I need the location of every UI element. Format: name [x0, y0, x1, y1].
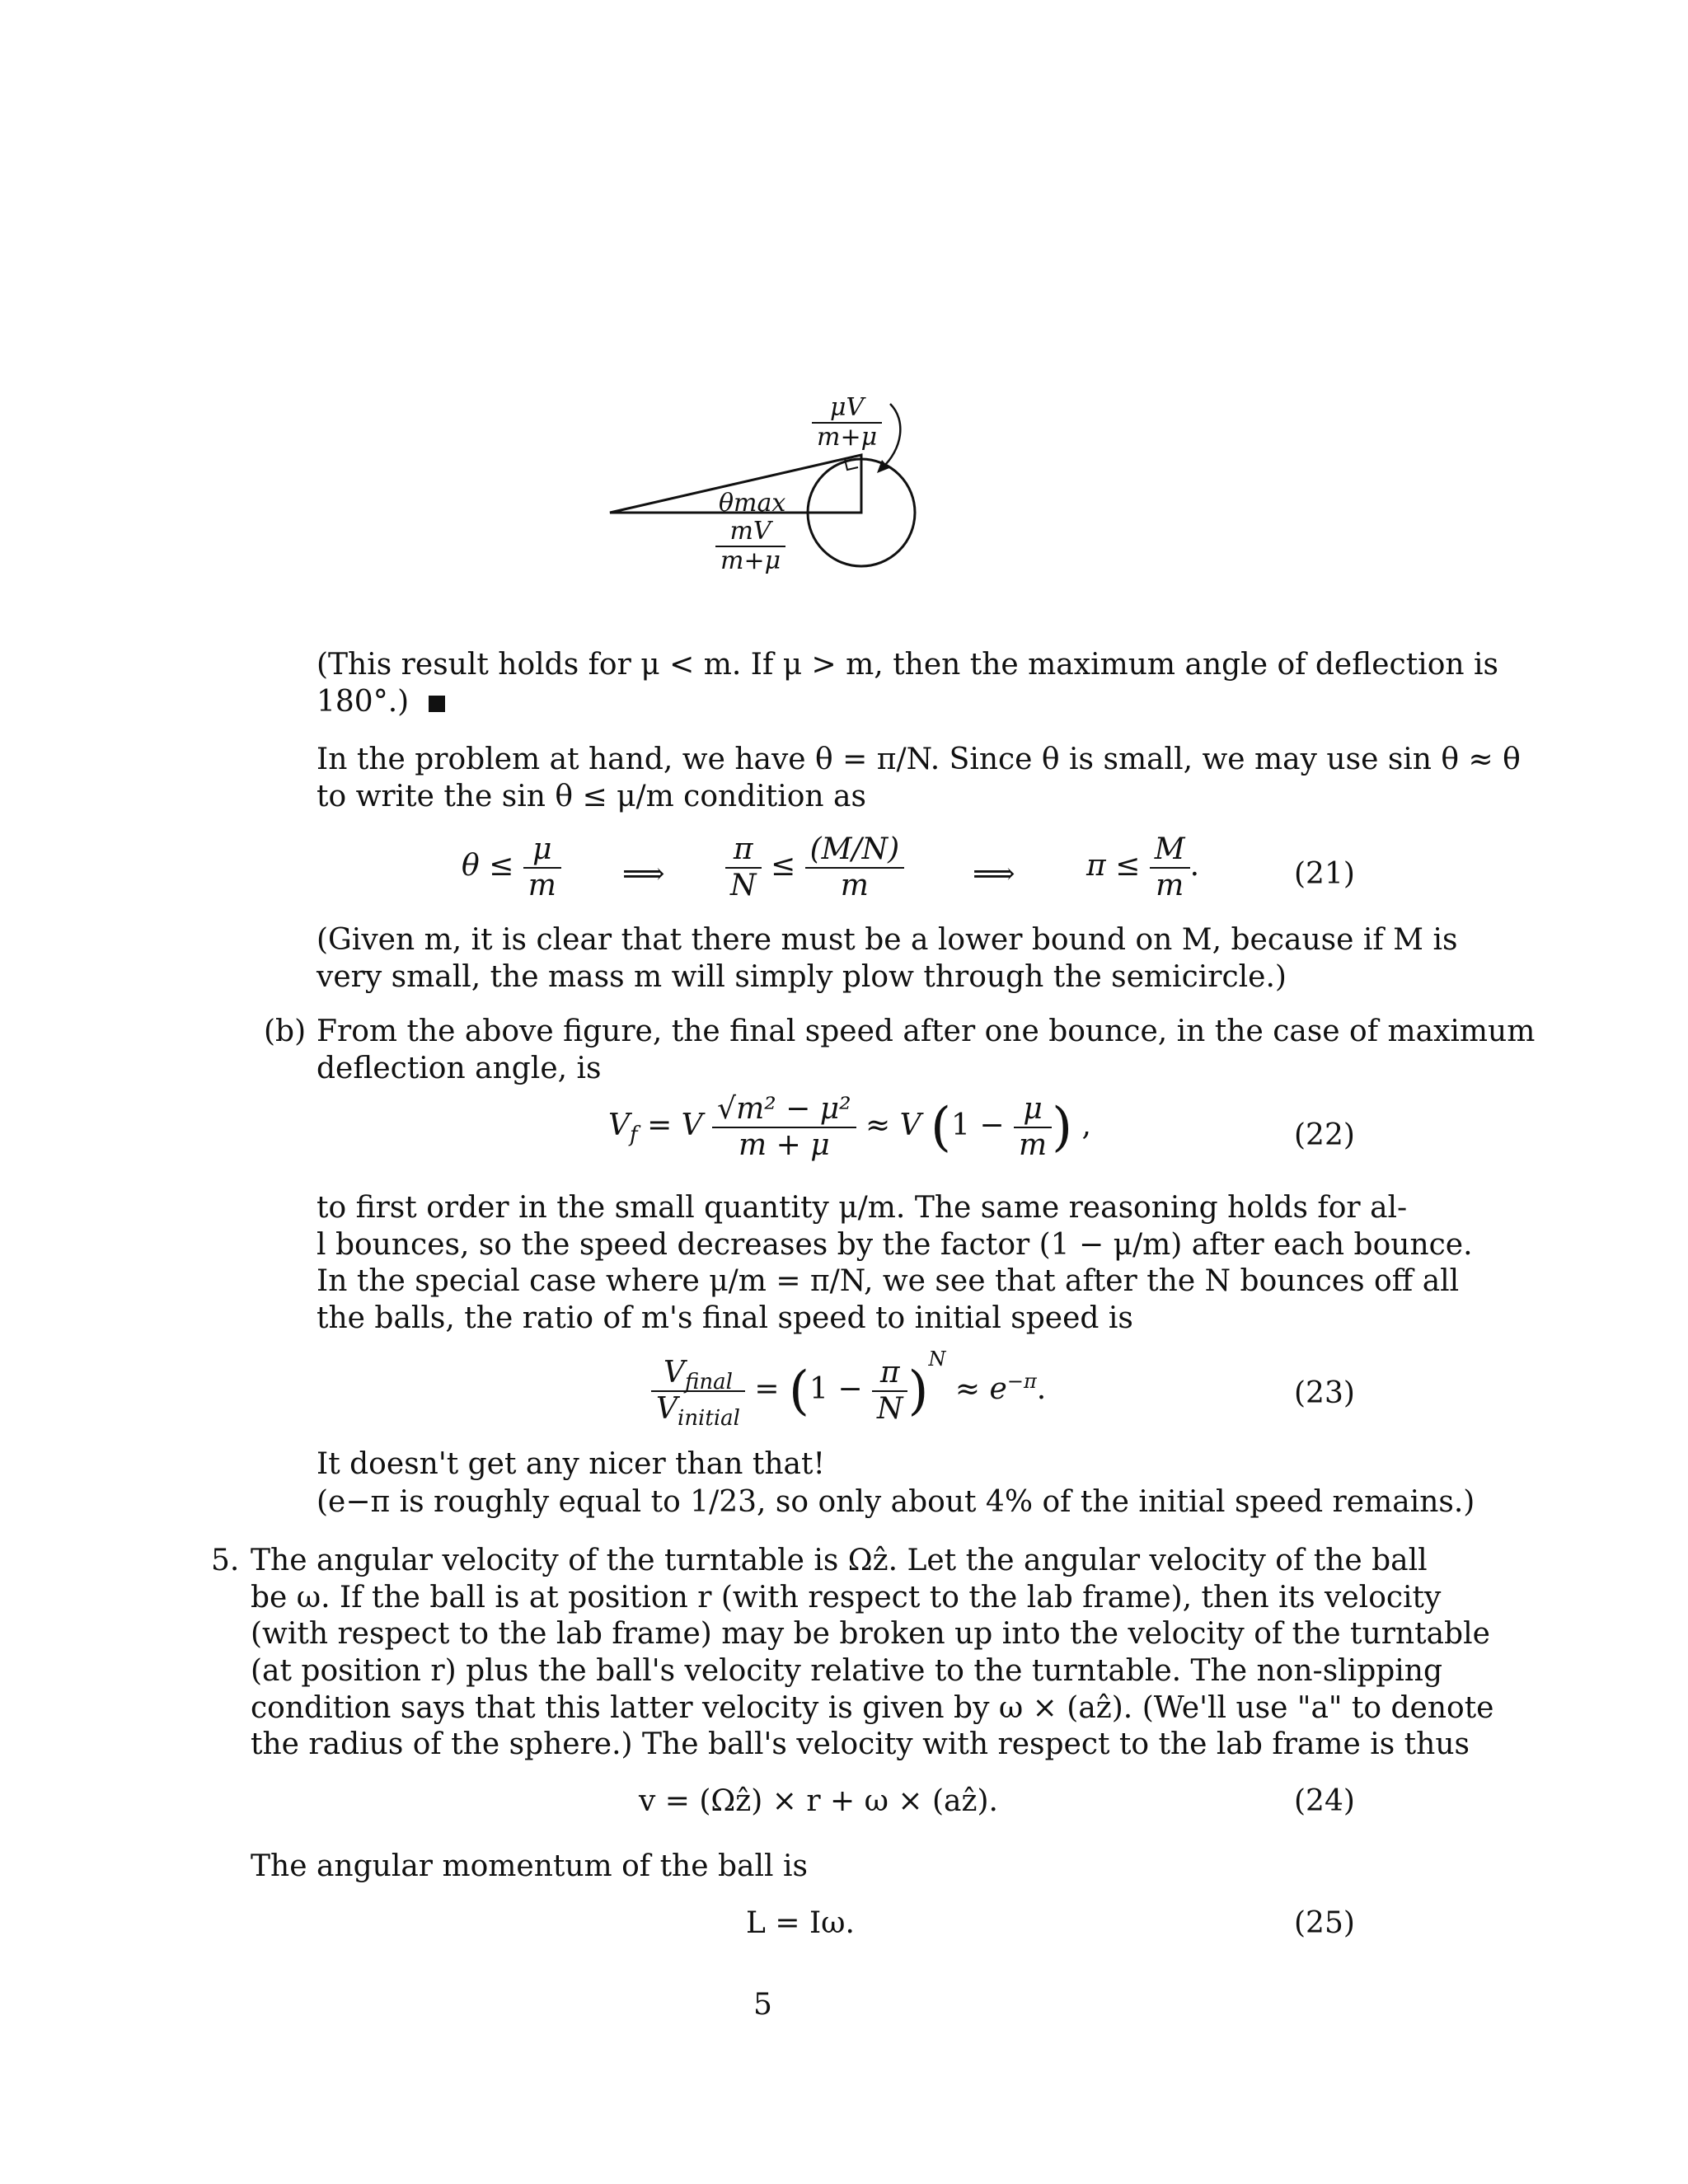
- eq21-lhs: θ ≤: [462, 849, 514, 883]
- item-5-line4: (at position r) plus the ball's velocity relative to the turntable. The non-slipping: [251, 1654, 1443, 1688]
- item-5-line3: (with respect to the lab frame) may be broken up into the velocity of the turntable: [251, 1617, 1490, 1651]
- first-order-line1: to first order in the small quantity μ/m. The same reasoning holds for al-: [316, 1191, 1408, 1225]
- eq25-number: (25): [1294, 1906, 1355, 1940]
- eq21-arrow-1: ⟹: [622, 857, 665, 891]
- item-5-line6: the radius of the sphere.) The ball's velocity with respect to the lab frame is thus: [251, 1727, 1470, 1761]
- eq21-frac-c: $\frac{(M/N)}{m}$: [805, 832, 905, 903]
- eq21-frac-d: $\frac{M}{m}$: [1150, 832, 1190, 903]
- equation-23: $\frac{V_{final}}{V_{initial}}$ = (1 − $\frac{\pi}{N}$ )$^N \approx e^{-\pi}$.: [651, 1356, 1046, 1427]
- result-note-line1: (This result holds for μ < m. If μ > m, then the maximum angle of deflection is: [316, 648, 1498, 682]
- eq23-pi-frac: $\frac{\pi}{N}$: [872, 1356, 908, 1427]
- eq21-frac-a: $\frac{\mu}{m}$: [523, 832, 561, 903]
- theta-max-label: θmax: [719, 489, 786, 518]
- first-order-line4: the balls, the ratio of m's final speed to initial speed is: [316, 1301, 1133, 1335]
- first-order-line3: In the special case where μ/m = π/N, we see that after the N bounces off all: [316, 1264, 1460, 1298]
- equation-21: [462, 832, 561, 903]
- equation-24: v = (Ωẑ) × r + ω × (aẑ).: [639, 1784, 998, 1818]
- eq21-le: ≤: [770, 849, 796, 883]
- eq22-number: (22): [1294, 1118, 1355, 1152]
- eq21-rhs: π ≤ $\frac{M}{m}$ .: [1086, 832, 1200, 902]
- nicer-line2: (e−π is roughly equal to 1/23, so only about 4% of the initial speed remains.): [316, 1485, 1475, 1519]
- item-5-line5: condition says that this latter velocity is given by ω × (aẑ). (We'll use "a" to denote: [251, 1691, 1494, 1725]
- result-note-line2: [316, 683, 445, 720]
- curved-arrow: [882, 404, 900, 468]
- part-b-line1: From the above figure, the final speed after one bounce, in the case of maximum: [316, 1015, 1536, 1048]
- qed-square: [429, 696, 445, 712]
- eq22-mu-frac: $\frac{\mu}{m}$: [1014, 1092, 1052, 1163]
- figure-bottom-label: $\frac{mV}{m+\mu}$: [715, 518, 785, 575]
- eq24-number: (24): [1294, 1784, 1355, 1818]
- eq21-arrow-2: ⟹: [973, 857, 1015, 891]
- eq21-number: (21): [1294, 857, 1355, 891]
- eq21-frac-b: $\frac{\pi}{N}$: [725, 832, 762, 903]
- item-5-line1: The angular velocity of the turntable is Ωẑ. Let the angular velocity of the ball: [251, 1544, 1428, 1577]
- part-b-line2: deflection angle, is: [316, 1052, 602, 1085]
- nicer-line1: It doesn't get any nicer than that!: [316, 1447, 825, 1481]
- lower-bound-line1: (Given m, it is clear that there must be a lower bound on M, because if M is: [316, 923, 1458, 957]
- eq21-middle: [725, 832, 904, 903]
- eq23-number: (23): [1294, 1376, 1355, 1410]
- first-order-line2: l bounces, so the speed decreases by the factor (1 − μ/m) after each bounce.: [316, 1228, 1473, 1262]
- problem-paragraph-line2: to write the sin θ ≤ μ/m condition as: [316, 780, 866, 813]
- result-note-line2-text: 180°.): [316, 685, 410, 719]
- item-5-line2: be ω. If the ball is at position r (with respect to the lab frame), then its velocity: [251, 1581, 1442, 1615]
- angular-momentum-line: The angular momentum of the ball is: [251, 1849, 808, 1883]
- lower-bound-line2: very small, the mass m will simply plow through the semicircle.): [316, 960, 1287, 994]
- eq22-frac: $\frac{\text{√m² − μ²}}{m + \mu}$: [712, 1092, 856, 1163]
- figure-top-label: $\frac{\mu V}{m+\mu}$: [812, 394, 882, 452]
- equation-22: $V_f = V$ $\frac{\text{√m² − μ²}}{m + \mu}$ ≈ V (1 − $\frac{\mu}{m}$ ) ,: [608, 1092, 1091, 1162]
- problem-paragraph-line1: In the problem at hand, we have θ = π/N. Since θ is small, we may use sin θ ≈ θ: [316, 743, 1521, 776]
- eq23-ratio: $\frac{V_{final}}{V_{initial}}$: [651, 1356, 745, 1427]
- part-b-label: (b): [264, 1015, 307, 1048]
- item-5-label: 5.: [211, 1544, 240, 1577]
- page-number: 5: [753, 1988, 772, 2022]
- equation-25: L = Iω.: [746, 1906, 855, 1940]
